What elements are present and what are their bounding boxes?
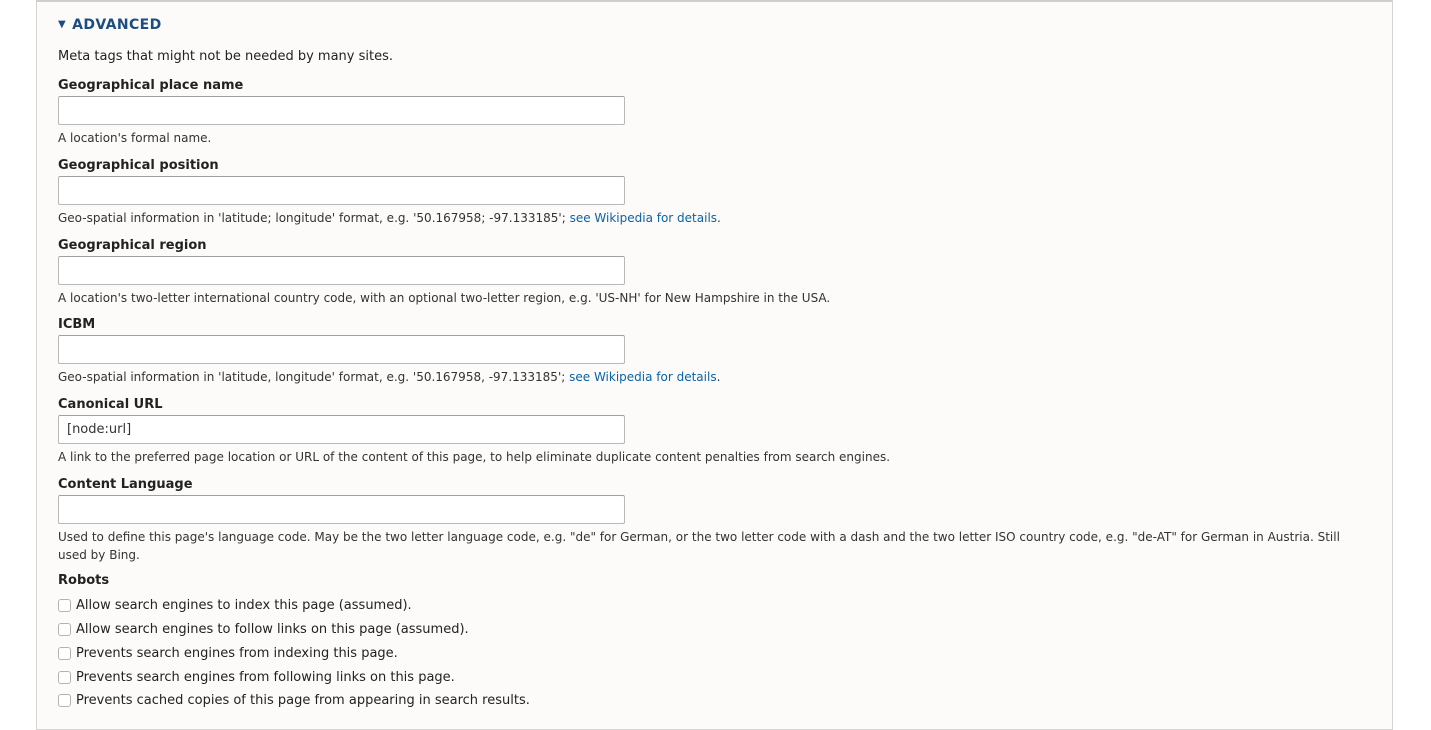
wikipedia-link[interactable]: see Wikipedia for details [569,211,718,225]
checkbox[interactable] [58,599,71,612]
field-icbm [58,316,1358,386]
field-label: Canonical URL [58,397,163,412]
field-label: Geographical position [58,158,219,173]
icbm-input[interactable] [58,335,625,364]
robots-option-noindex[interactable] [58,646,398,661]
field-help: A link to the preferred page location or URL of the content of this page, to help eliminate duplicate content penalties from search engines. [58,450,891,464]
robots-option-index[interactable] [58,598,412,613]
field-geographical-region [58,237,1358,307]
content-language-input[interactable] [58,495,625,524]
wikipedia-link[interactable]: see Wikipedia for details [569,370,717,384]
advanced-title: ADVANCED [72,17,162,33]
robots-option-noarchive[interactable] [58,693,530,708]
field-label: ICBM [58,317,96,332]
checkbox[interactable] [58,671,71,684]
field-help: Geo-spatial information in 'latitude, longitude' format, e.g. '50.167958, -97.133185'; see Wikipedia for details. [58,370,721,384]
checkbox[interactable] [58,694,71,707]
advanced-details-panel [36,0,1393,730]
robots-option-follow[interactable] [58,622,469,637]
field-help: A location's formal name. [58,131,212,145]
caret-down-icon: ▼ [58,18,67,30]
field-help: Geo-spatial information in 'latitude; longitude' format, e.g. '50.167958; -97.133185'; see Wikipedia for details. [58,211,721,225]
geo-placename-input[interactable] [58,96,625,125]
checkbox-label: Allow search engines to index this page (assumed). [76,598,412,613]
geo-position-input[interactable] [58,176,625,205]
field-label: Geographical region [58,238,207,253]
field-help: A location's two-letter international country code, with an optional two-letter region, e.g. 'US-NH' for New Hampshire in the USA. [58,291,831,305]
checkbox-label: Allow search engines to follow links on this page (assumed). [76,622,469,637]
checkbox-label: Prevents cached copies of this page from appearing in search results. [76,693,530,708]
robots-option-nofollow[interactable] [58,670,455,685]
checkbox-label: Prevents search engines from following links on this page. [76,670,455,685]
advanced-toggle[interactable] [58,17,162,33]
field-geographical-position [58,157,1358,227]
field-canonical-url [58,396,1358,466]
checkbox[interactable] [58,623,71,636]
section-description: Meta tags that might not be needed by many sites. [58,49,393,64]
field-geographical-place-name [58,77,1358,147]
canonical-url-input[interactable] [58,415,625,444]
checkbox[interactable] [58,647,71,660]
geo-region-input[interactable] [58,256,625,285]
field-help: Used to define this page's language code. May be the two letter language code, e.g. "de" for German, or the two letter code with a dash and the two letter ISO country code, e.g. "de-AT" for German in Austria. Still used by Bing. [58,530,1340,562]
field-content-language [58,476,1358,564]
field-label: Content Language [58,477,193,492]
robots-label: Robots [58,573,110,588]
checkbox-label: Prevents search engines from indexing this page. [76,646,398,661]
field-label: Geographical place name [58,78,244,93]
